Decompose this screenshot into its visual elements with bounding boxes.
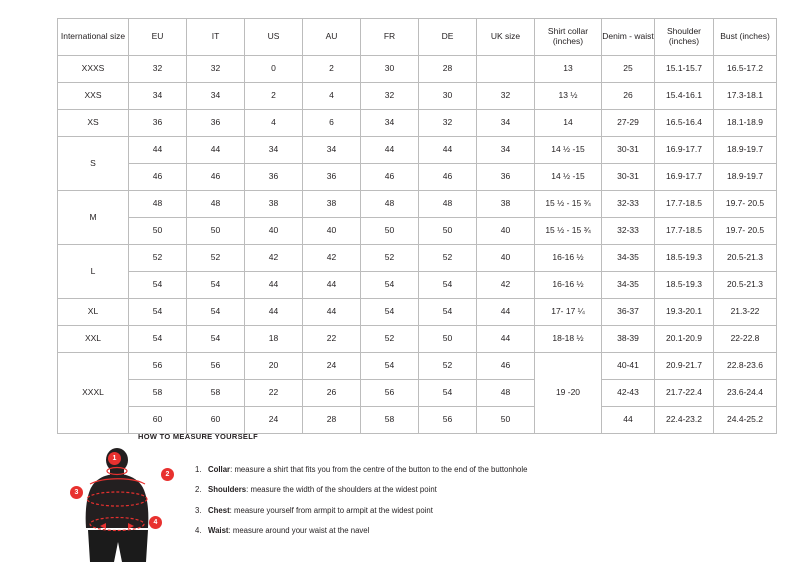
cell-au: 4: [303, 83, 361, 110]
cell-uk: 44: [477, 326, 535, 353]
cell-fr: 46: [361, 164, 419, 191]
cell-denim-waist: 40-41: [602, 353, 655, 380]
cell-de: 32: [419, 110, 477, 137]
cell-denim-waist: 32-33: [602, 191, 655, 218]
cell-au: 6: [303, 110, 361, 137]
table-header-row: [58, 19, 777, 56]
cell-international-size: XXL: [58, 326, 129, 353]
cell-it: 46: [187, 164, 245, 191]
cell-au: 44: [303, 272, 361, 299]
cell-it: 54: [187, 299, 245, 326]
cell-au: 28: [303, 407, 361, 434]
cell-shirt-collar: 17- 17 ¼: [535, 299, 602, 326]
cell-it: 36: [187, 110, 245, 137]
cell-shoulder: 18.5-19.3: [655, 245, 714, 272]
cell-eu: 58: [129, 380, 187, 407]
cell-uk: 34: [477, 110, 535, 137]
cell-eu: 54: [129, 272, 187, 299]
cell-fr: 58: [361, 407, 419, 434]
cell-shirt-collar: 18-18 ½: [535, 326, 602, 353]
cell-it: 60: [187, 407, 245, 434]
figure-badge-4: 4: [149, 516, 162, 529]
col-bust: Bust (inches): [714, 19, 777, 56]
cell-au: 40: [303, 218, 361, 245]
cell-de: 52: [419, 245, 477, 272]
cell-international-size: L: [58, 245, 129, 299]
cell-shoulder: 22.4-23.2: [655, 407, 714, 434]
cell-us: 42: [245, 245, 303, 272]
cell-international-size: XXXS: [58, 56, 129, 83]
instruction-number: 4.: [195, 526, 202, 536]
instruction-number: 2.: [195, 485, 202, 495]
cell-fr: 32: [361, 83, 419, 110]
cell-denim-waist: 27-29: [602, 110, 655, 137]
instruction-number: 3.: [195, 505, 202, 515]
figure-badge-3: 3: [70, 486, 83, 499]
cell-it: 56: [187, 353, 245, 380]
cell-shoulder: 21.7-22.4: [655, 380, 714, 407]
cell-fr: 52: [361, 245, 419, 272]
col-denim-waist: Denim - waist: [602, 19, 655, 56]
cell-uk: 38: [477, 191, 535, 218]
cell-international-size: XXS: [58, 83, 129, 110]
cell-uk: 32: [477, 83, 535, 110]
cell-uk: 36: [477, 164, 535, 191]
table-row: [58, 191, 777, 218]
cell-shirt-collar: 14 ½ -15: [535, 137, 602, 164]
table-row: [58, 83, 777, 110]
cell-fr: 30: [361, 56, 419, 83]
cell-us: 24: [245, 407, 303, 434]
cell-uk: 40: [477, 245, 535, 272]
instruction-item: [195, 526, 708, 536]
cell-eu: 50: [129, 218, 187, 245]
cell-shoulder: 20.9-21.7: [655, 353, 714, 380]
col-de: DE: [419, 19, 477, 56]
cell-us: 4: [245, 110, 303, 137]
cell-bust: 20.5-21.3: [714, 245, 777, 272]
cell-fr: 48: [361, 191, 419, 218]
cell-uk: 46: [477, 353, 535, 380]
cell-au: 44: [303, 299, 361, 326]
cell-international-size: XL: [58, 299, 129, 326]
cell-uk: [477, 56, 535, 83]
cell-eu: 60: [129, 407, 187, 434]
cell-shirt-collar: 14 ½ -15: [535, 164, 602, 191]
col-uk-size: UK size: [477, 19, 535, 56]
cell-it: 48: [187, 191, 245, 218]
col-us: US: [245, 19, 303, 56]
instruction-text: : measure a shirt that fits you from the centre of the button to the end of the buttonhole: [230, 465, 528, 474]
cell-shirt-collar: 13: [535, 56, 602, 83]
cell-shoulder: 16.9-17.7: [655, 137, 714, 164]
cell-au: 34: [303, 137, 361, 164]
cell-fr: 34: [361, 110, 419, 137]
cell-denim-waist: 36-37: [602, 299, 655, 326]
cell-shoulder: 18.5-19.3: [655, 272, 714, 299]
cell-bust: 22-22.8: [714, 326, 777, 353]
col-it: IT: [187, 19, 245, 56]
cell-it: 32: [187, 56, 245, 83]
cell-eu: 34: [129, 83, 187, 110]
body-measure-figure: [60, 444, 170, 566]
cell-it: 54: [187, 326, 245, 353]
cell-shoulder: 20.1-20.9: [655, 326, 714, 353]
instruction-label: Chest: [208, 505, 230, 515]
instruction-item: [195, 465, 708, 474]
cell-bust: 23.6-24.4: [714, 380, 777, 407]
cell-international-size: XXXL: [58, 353, 129, 434]
col-shoulder: Shoulder (inches): [655, 19, 714, 56]
cell-fr: 44: [361, 137, 419, 164]
cell-denim-waist: 34-35: [602, 245, 655, 272]
cell-us: 20: [245, 353, 303, 380]
instruction-label: Collar: [208, 465, 231, 474]
table-row: [58, 164, 777, 191]
cell-eu: 44: [129, 137, 187, 164]
cell-au: 26: [303, 380, 361, 407]
table-row: [58, 272, 777, 299]
cell-denim-waist: 44: [602, 407, 655, 434]
cell-it: 52: [187, 245, 245, 272]
col-au: AU: [303, 19, 361, 56]
cell-au: 42: [303, 245, 361, 272]
cell-de: 52: [419, 353, 477, 380]
cell-international-size: M: [58, 191, 129, 245]
cell-de: 54: [419, 299, 477, 326]
table-row: [58, 245, 777, 272]
instruction-label: Shoulders: [208, 485, 247, 495]
cell-de: 54: [419, 272, 477, 299]
cell-bust: 24.4-25.2: [714, 407, 777, 434]
instruction-item: [195, 485, 708, 495]
cell-bust: 20.5-21.3: [714, 272, 777, 299]
cell-international-size: S: [58, 137, 129, 191]
cell-us: 34: [245, 137, 303, 164]
cell-bust: 17.3-18.1: [714, 83, 777, 110]
cell-fr: 54: [361, 353, 419, 380]
cell-shirt-collar: 15 ½ - 15 ¾: [535, 191, 602, 218]
table-row: [58, 137, 777, 164]
table-row: [58, 110, 777, 137]
cell-denim-waist: 32-33: [602, 218, 655, 245]
figure-badge-2: 2: [161, 468, 174, 481]
cell-uk: 34: [477, 137, 535, 164]
table-row: [58, 407, 777, 434]
cell-shoulder: 15.4-16.1: [655, 83, 714, 110]
cell-us: 40: [245, 218, 303, 245]
cell-denim-waist: 30-31: [602, 137, 655, 164]
cell-eu: 56: [129, 353, 187, 380]
table-row: [58, 326, 777, 353]
cell-eu: 52: [129, 245, 187, 272]
cell-uk: 40: [477, 218, 535, 245]
col-eu: EU: [129, 19, 187, 56]
table-header: [58, 19, 777, 56]
cell-international-size: XS: [58, 110, 129, 137]
cell-it: 44: [187, 137, 245, 164]
cell-uk: 42: [477, 272, 535, 299]
instruction-item: [195, 505, 708, 515]
cell-shoulder: 15.1-15.7: [655, 56, 714, 83]
cell-shoulder: 17.7-18.5: [655, 191, 714, 218]
cell-au: 24: [303, 353, 361, 380]
cell-eu: 36: [129, 110, 187, 137]
cell-denim-waist: 34-35: [602, 272, 655, 299]
cell-shirt-collar: 15 ½ - 15 ¾: [535, 218, 602, 245]
cell-eu: 32: [129, 56, 187, 83]
cell-au: 2: [303, 56, 361, 83]
col-shirt-collar: Shirt collar (inches): [535, 19, 602, 56]
cell-denim-waist: 38-39: [602, 326, 655, 353]
cell-denim-waist: 30-31: [602, 164, 655, 191]
cell-de: 54: [419, 380, 477, 407]
measure-instructions: [168, 465, 708, 546]
col-international-size: International size: [58, 19, 129, 56]
cell-fr: 50: [361, 218, 419, 245]
cell-us: 2: [245, 83, 303, 110]
cell-it: 54: [187, 272, 245, 299]
cell-uk: 44: [477, 299, 535, 326]
cell-bust: 21.3-22: [714, 299, 777, 326]
cell-denim-waist: 42-43: [602, 380, 655, 407]
cell-fr: 54: [361, 299, 419, 326]
instruction-text: : measure the width of the shoulders at the widest point: [246, 485, 437, 495]
cell-de: 50: [419, 218, 477, 245]
cell-au: 22: [303, 326, 361, 353]
cell-shoulder: 19.3-20.1: [655, 299, 714, 326]
cell-de: 28: [419, 56, 477, 83]
cell-shirt-collar: 16-16 ½: [535, 245, 602, 272]
instruction-text: : measure yourself from armpit to armpit at the widest point: [229, 505, 433, 515]
table-body: [58, 56, 777, 434]
table-row: [58, 299, 777, 326]
cell-au: 36: [303, 164, 361, 191]
cell-de: 56: [419, 407, 477, 434]
cell-bust: 19.7- 20.5: [714, 218, 777, 245]
cell-fr: 54: [361, 272, 419, 299]
cell-fr: 52: [361, 326, 419, 353]
cell-au: 38: [303, 191, 361, 218]
cell-bust: 19.7- 20.5: [714, 191, 777, 218]
cell-it: 50: [187, 218, 245, 245]
cell-it: 34: [187, 83, 245, 110]
cell-eu: 54: [129, 326, 187, 353]
col-fr: FR: [361, 19, 419, 56]
cell-shirt-collar: 14: [535, 110, 602, 137]
cell-bust: 18.9-19.7: [714, 137, 777, 164]
cell-shoulder: 17.7-18.5: [655, 218, 714, 245]
cell-uk: 50: [477, 407, 535, 434]
cell-denim-waist: 26: [602, 83, 655, 110]
instruction-text: : measure around your waist at the navel: [228, 526, 370, 536]
cell-bust: 18.1-18.9: [714, 110, 777, 137]
table-row: [58, 353, 777, 380]
size-chart-table: [57, 18, 777, 434]
cell-bust: 16.5-17.2: [714, 56, 777, 83]
cell-shoulder: 16.9-17.7: [655, 164, 714, 191]
how-to-measure-title: HOW TO MEASURE YOURSELF: [138, 432, 258, 441]
table-row: [58, 218, 777, 245]
cell-us: 0: [245, 56, 303, 83]
cell-de: 44: [419, 137, 477, 164]
cell-shirt-collar: 16-16 ½: [535, 272, 602, 299]
cell-de: 46: [419, 164, 477, 191]
cell-it: 58: [187, 380, 245, 407]
cell-shoulder: 16.5-16.4: [655, 110, 714, 137]
cell-de: 50: [419, 326, 477, 353]
instruction-number: 1.: [195, 465, 202, 474]
cell-us: 18: [245, 326, 303, 353]
cell-fr: 56: [361, 380, 419, 407]
cell-us: 36: [245, 164, 303, 191]
cell-de: 30: [419, 83, 477, 110]
cell-de: 48: [419, 191, 477, 218]
cell-us: 44: [245, 299, 303, 326]
cell-eu: 46: [129, 164, 187, 191]
table-row: [58, 56, 777, 83]
cell-uk: 48: [477, 380, 535, 407]
cell-bust: 18.9-19.7: [714, 164, 777, 191]
cell-bust: 22.8-23.6: [714, 353, 777, 380]
cell-us: 38: [245, 191, 303, 218]
cell-us: 22: [245, 380, 303, 407]
cell-us: 44: [245, 272, 303, 299]
cell-shirt-collar: 13 ½: [535, 83, 602, 110]
table-row: [58, 380, 777, 407]
instruction-label: Waist: [208, 526, 229, 536]
cell-eu: 54: [129, 299, 187, 326]
cell-eu: 48: [129, 191, 187, 218]
cell-denim-waist: 25: [602, 56, 655, 83]
cell-shirt-collar: 19 -20: [535, 353, 602, 434]
figure-badge-1: 1: [108, 452, 121, 465]
